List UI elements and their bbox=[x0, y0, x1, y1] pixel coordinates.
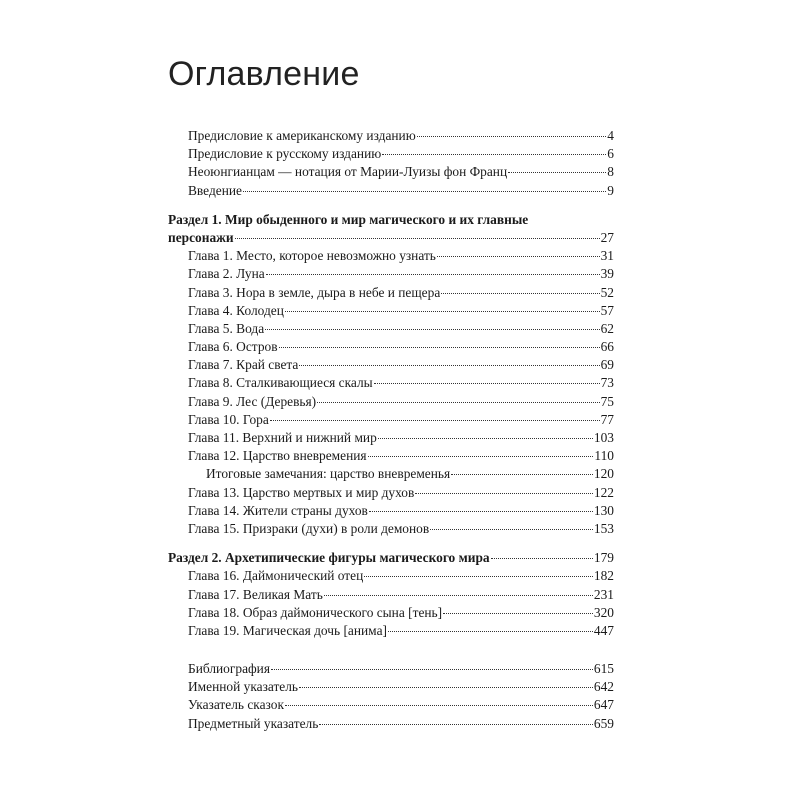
toc-entry-page: 66 bbox=[600, 339, 614, 355]
dot-leader bbox=[437, 256, 600, 257]
toc-entry-label: Глава 7. Край света bbox=[188, 357, 299, 373]
toc-entry-label: Глава 5. Вода bbox=[188, 320, 265, 336]
dot-leader bbox=[491, 558, 593, 559]
toc-entry[interactable] bbox=[168, 447, 614, 465]
toc-entry-page: 120 bbox=[593, 466, 614, 482]
toc-entry-label: Библиография bbox=[188, 661, 271, 677]
toc-entry-label: Введение bbox=[188, 182, 242, 198]
toc-entry-page: 57 bbox=[600, 302, 614, 318]
toc-entry-page: 122 bbox=[593, 484, 614, 500]
dot-leader bbox=[388, 631, 593, 632]
toc-entry[interactable] bbox=[168, 715, 614, 733]
toc-entry-page: 52 bbox=[600, 284, 614, 300]
dot-leader bbox=[364, 576, 593, 577]
dot-leader bbox=[299, 687, 593, 688]
dot-leader bbox=[508, 172, 606, 173]
toc-entry[interactable] bbox=[168, 622, 614, 640]
toc-entry-page: 69 bbox=[600, 357, 614, 373]
toc-entry-page: 62 bbox=[600, 320, 614, 336]
toc-entry[interactable] bbox=[168, 182, 614, 200]
toc-entry[interactable] bbox=[168, 678, 614, 696]
toc-entry-page: 130 bbox=[593, 502, 614, 518]
toc-entry[interactable] bbox=[168, 567, 614, 585]
toc-entry-label: Глава 17. Великая Мать bbox=[188, 586, 323, 602]
section-1-heading-line2: персонажи bbox=[168, 229, 234, 245]
toc-entry[interactable] bbox=[168, 660, 614, 678]
toc-entry-page: 73 bbox=[600, 375, 614, 391]
toc-entry[interactable] bbox=[168, 411, 614, 429]
toc-entry-label: Итоговые замечания: царство вневременья bbox=[206, 466, 451, 482]
toc-entry-page: 320 bbox=[593, 604, 614, 620]
dot-leader bbox=[270, 420, 600, 421]
toc-entry-page: 39 bbox=[600, 266, 614, 282]
toc-entry[interactable] bbox=[168, 374, 614, 392]
toc-entry-page: 31 bbox=[600, 248, 614, 264]
toc-entry-label: Указатель сказок bbox=[188, 697, 284, 713]
toc-entry-label: Глава 16. Даймонический отец bbox=[188, 568, 364, 584]
toc-entry[interactable] bbox=[168, 604, 614, 622]
toc-entry-label: Глава 4. Колодец bbox=[188, 302, 284, 318]
dot-leader bbox=[374, 383, 600, 384]
toc-entry-page: 4 bbox=[607, 128, 614, 143]
dot-leader bbox=[382, 154, 606, 155]
toc-entry-page: 615 bbox=[593, 661, 614, 677]
front-matter-group bbox=[168, 127, 614, 200]
toc-entry[interactable] bbox=[168, 302, 614, 320]
toc-entry-page: 182 bbox=[593, 568, 614, 584]
toc-entry-label: Глава 11. Верхний и нижний мир bbox=[188, 430, 377, 445]
dot-leader bbox=[317, 402, 599, 403]
toc-entry-page: 6 bbox=[607, 146, 614, 162]
toc-entry-page: 75 bbox=[600, 393, 614, 409]
section-2-page: 179 bbox=[593, 550, 614, 566]
toc-entry-page: 153 bbox=[593, 520, 614, 536]
toc-entry[interactable] bbox=[168, 127, 614, 145]
dot-leader bbox=[368, 456, 594, 457]
dot-leader bbox=[417, 136, 607, 137]
toc-summary-entry[interactable] bbox=[168, 465, 614, 483]
toc-entry-label: Глава 12. Царство вневремения bbox=[188, 448, 367, 464]
dot-leader bbox=[243, 191, 606, 192]
toc-entry-page: 447 bbox=[593, 622, 614, 638]
dot-leader bbox=[430, 529, 593, 530]
toc-entry-label: Глава 2. Луна bbox=[188, 266, 265, 282]
toc-entry[interactable] bbox=[168, 163, 614, 181]
section-1-group bbox=[168, 211, 614, 538]
section-2-heading[interactable] bbox=[168, 549, 614, 567]
dot-leader bbox=[324, 595, 593, 596]
dot-leader bbox=[415, 493, 593, 494]
toc-entry-page: 77 bbox=[600, 411, 614, 427]
dot-leader bbox=[451, 474, 593, 475]
toc-entry-label: Глава 9. Лес (Деревья) bbox=[188, 393, 317, 409]
toc-entry-label: Глава 18. Образ даймонического сына [тень] bbox=[188, 604, 443, 620]
dot-leader bbox=[285, 311, 600, 312]
page-title: Оглавление bbox=[168, 55, 360, 93]
toc-entry[interactable] bbox=[168, 484, 614, 502]
toc-entry[interactable] bbox=[168, 502, 614, 520]
dot-leader bbox=[285, 705, 593, 706]
toc-entry-label: Предметный указатель bbox=[188, 715, 319, 731]
toc-entry-page: 8 bbox=[607, 164, 614, 180]
toc-entry-label: Глава 6. Остров bbox=[188, 339, 278, 355]
toc-entry[interactable] bbox=[168, 356, 614, 374]
toc-entry-page: 231 bbox=[593, 586, 614, 602]
dot-leader bbox=[378, 438, 593, 439]
dot-leader bbox=[279, 347, 600, 348]
toc-entry-page: 110 bbox=[594, 448, 614, 464]
toc-entry-page: 647 bbox=[593, 697, 614, 713]
dot-leader bbox=[369, 511, 593, 512]
toc-entry[interactable] bbox=[168, 429, 614, 447]
dot-leader bbox=[319, 724, 593, 725]
back-matter-group bbox=[168, 660, 614, 733]
toc-entry-label: Предисловие к американскому изданию bbox=[188, 128, 416, 143]
toc-entry-label: Именной указатель bbox=[188, 679, 299, 695]
toc-entry[interactable] bbox=[168, 284, 614, 302]
dot-leader bbox=[441, 293, 599, 294]
toc-entry-page: 659 bbox=[593, 715, 614, 731]
toc-entry[interactable] bbox=[168, 145, 614, 163]
toc-entry-label: Глава 15. Призраки (духи) в роли демонов bbox=[188, 520, 430, 536]
section-1-heading-line1[interactable]: Раздел 1. Мир обыденного и мир магического и их главные bbox=[168, 211, 529, 227]
section-1-heading[interactable] bbox=[168, 229, 614, 247]
toc-entry-label: Глава 8. Сталкивающиеся скалы bbox=[188, 375, 373, 391]
section-2-heading-label: Раздел 2. Архетипические фигуры магического мира bbox=[168, 550, 490, 566]
toc-entry[interactable] bbox=[168, 338, 614, 356]
section-2-group bbox=[168, 549, 614, 640]
dot-leader bbox=[266, 274, 600, 275]
toc-entry-label: Неоюнгианцам — нотация от Марии-Луизы фон Франц bbox=[188, 164, 508, 180]
toc-entry[interactable] bbox=[168, 320, 614, 338]
toc-entry-label: Глава 1. Место, которое невозможно узнать bbox=[188, 248, 436, 264]
toc-entry-page: 9 bbox=[607, 182, 614, 198]
section-1-page: 27 bbox=[600, 229, 614, 245]
toc-entry-label: Глава 10. Гора bbox=[188, 411, 269, 427]
toc-entry-page: 103 bbox=[593, 430, 614, 445]
toc-entry[interactable] bbox=[168, 520, 614, 538]
toc-entry[interactable] bbox=[168, 696, 614, 714]
dot-leader bbox=[271, 669, 593, 670]
toc-entry[interactable] bbox=[168, 393, 614, 411]
toc-entry-label: Глава 14. Жители страны духов bbox=[188, 502, 368, 518]
table-of-contents bbox=[168, 127, 614, 733]
dot-leader bbox=[235, 238, 600, 239]
dot-leader bbox=[265, 329, 599, 330]
toc-entry-label: Глава 13. Царство мертвых и мир духов bbox=[188, 484, 415, 500]
dot-leader bbox=[443, 613, 593, 614]
toc-entry[interactable] bbox=[168, 586, 614, 604]
dot-leader bbox=[299, 365, 599, 366]
toc-entry-label: Глава 3. Нора в земле, дыра в небе и пещера bbox=[188, 284, 441, 300]
toc-entry-label: Предисловие к русскому изданию bbox=[188, 146, 382, 162]
toc-entry[interactable] bbox=[168, 265, 614, 283]
toc-entry-page: 642 bbox=[593, 679, 614, 695]
toc-entry-label: Глава 19. Магическая дочь [анима] bbox=[188, 622, 387, 638]
toc-entry[interactable] bbox=[168, 247, 614, 265]
